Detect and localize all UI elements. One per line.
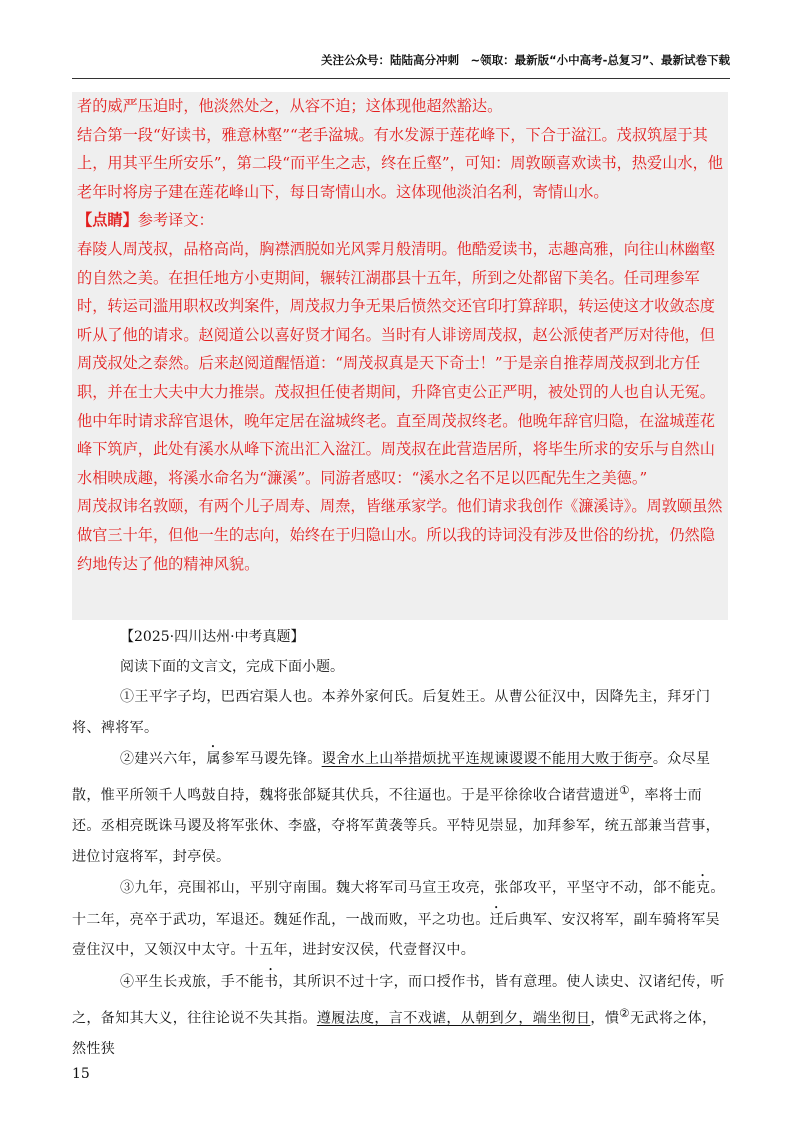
- para2-text-a: ②建兴六年，: [120, 751, 207, 768]
- answer-explanation-box: [72, 92, 728, 620]
- emphasis-char-shu2: 书: [264, 974, 279, 990]
- passage-paragraph-3: [72, 872, 730, 966]
- emphasis-char-shu: 属: [206, 751, 221, 768]
- translation-label: 参考译文：: [137, 211, 214, 230]
- answer-paragraph-4: 周茂叔讳名敦颐，有两个儿子周寿、周焘，皆继承家学。他们请求我创作《濂溪诗》。周敦颐虽然做官三十年，但他一生的志向，始终在于归隐山水。所以我的诗词没有涉及世俗的纷扰，仍然隐约地传达了他的精神风貌。: [77, 497, 723, 573]
- answer-tag-line: [72, 206, 728, 235]
- answer-paragraph-2: 结合第一段“好读书，雅意林壑”“老手湓城。有水发源于莲花峰下，下合于湓江。茂叔筑屋于其上，用其平生所安乐”，第二段“而平生之志，终在丘壑”，可知：周敦颐喜欢读书，热爱山水，他老年时将房子建在莲花峰山下，每日寄情山水。这体现他淡泊名利，寄情山水。: [77, 125, 723, 201]
- para4-text-b: ，其所识不过十字，而口授作书，皆有意理。使人读史、汉诸纪传，听之，备知其大义，往往论说不失其指。: [72, 974, 725, 1027]
- page-number: 15: [72, 1066, 90, 1082]
- emphasis-char-ke: 克: [696, 880, 711, 897]
- passage-paragraph-4: [72, 966, 730, 1064]
- underlined-sentence-2: 遵履法度，言不戏谑，从朝到夕，端坐彻日: [316, 1010, 591, 1027]
- answer-paragraph-1: 者的威严压迫时，他淡然处之，从容不迫；这体现他超然豁达。: [77, 97, 503, 115]
- footnote-marker-1: ①: [619, 782, 631, 797]
- para3-text-c: 后典军、安汉将军，副车骑将军吴壹住汉中，又领汉中太守。十五年，进封安汉侯，代壹督汉中。: [72, 911, 721, 959]
- para4-text-d: 憒: [604, 1010, 620, 1027]
- para4-text-e: 无武将之体，然性狭: [72, 1010, 717, 1057]
- footnote-marker-2: ②: [619, 1005, 631, 1020]
- question-source: 【2025·四川达州·中考真题】: [120, 629, 305, 645]
- para4-text-a: ④平生长戎旅，手不能: [120, 974, 264, 990]
- dianjing-tag: 【点睛】: [77, 211, 138, 230]
- para2-text-d: ，率将士而还。丞相亮既诛马谡及将军张休、李盛，夺将军黄袭等兵。平特见崇显，加拜参军，统五部兼当营事，进位讨寇将军，封亭侯。: [72, 787, 720, 865]
- para2-text-b: 参军马谡先锋。: [220, 751, 322, 768]
- emphasis-char-qian: 迁: [489, 911, 505, 928]
- para4-text-c: ，: [590, 1010, 605, 1027]
- para2-text-c: 。众尽星散，惟平所领千人鸣鼓自持，魏将张郃疑其伏兵，不往逼也。于是平徐徐收合诸营遗迸: [72, 751, 711, 804]
- para3-text-a: ③九年，亮围祁山，平别守南围。魏大将军司马宣王攻亮，张郃攻平，平坚守不动，郃不能: [120, 880, 696, 897]
- answer-paragraph-3: 春陵人周茂叔，品格高尚，胸襟洒脱如光风霁月般清明。他酷爱读书，志趣高雅，向往山林幽壑的自然之美。在担任地方小吏期间，辗转江湖郡县十五年，所到之处都留下美名。任司理参军时，转运司滥用职权改判案件，周茂叔力争无果后愤然交还官印打算辞职，转运使这才收敛态度听从了他的请求。赵阅道公以喜好贤才闻名。当时有人诽谤周茂叔，赵公派使者严厉对待他，但周茂叔处之泰然。后来赵阅道醒悟道：“周茂叔真是天下奇士！”于是亲自推荐周茂叔到北方任职，并在士大夫中大力推崇。茂叔担任使者期间，升降官吏公正严明，被处罚的人也自认无冤。他中年时请求辞官退休，晚年定居在湓城终老。直至周茂叔终老。他晚年辞官归隐，在湓城莲花峰下筑庐，此处有溪水从峰下流出汇入湓江。周茂叔在此营造居所，将毕生所求的安乐与自然山水相映成趣，将溪水命名为“濂溪”。同游者感叹：“溪水之名不足以匹配先生之美德。”: [77, 239, 715, 487]
- question-instruction: 阅读下面的文言文，完成下面小题。: [120, 659, 344, 675]
- para3-text-b: 。十二年，亮卒于武功，军退还。魏延作乱，一战而败，平之功也。: [72, 880, 725, 928]
- question-section: [72, 622, 730, 1064]
- page-header: 关注公众号：陆陆高分冲刺 ~领取：最新版“小中高考-总复习”、最新试卷下载: [320, 53, 730, 67]
- header-divider: [72, 78, 730, 79]
- underlined-sentence-1: 谡舍水上山举措烦扰平连规谏谡谡不能用大败于街亭: [321, 751, 653, 768]
- passage-paragraph-2: [72, 743, 730, 872]
- passage-paragraph-1: ①王平字子均，巴西宕渠人也。本养外家何氏。后复姓王。从曹公征汉中，因降先主，拜牙门将、裨将军。: [72, 689, 711, 736]
